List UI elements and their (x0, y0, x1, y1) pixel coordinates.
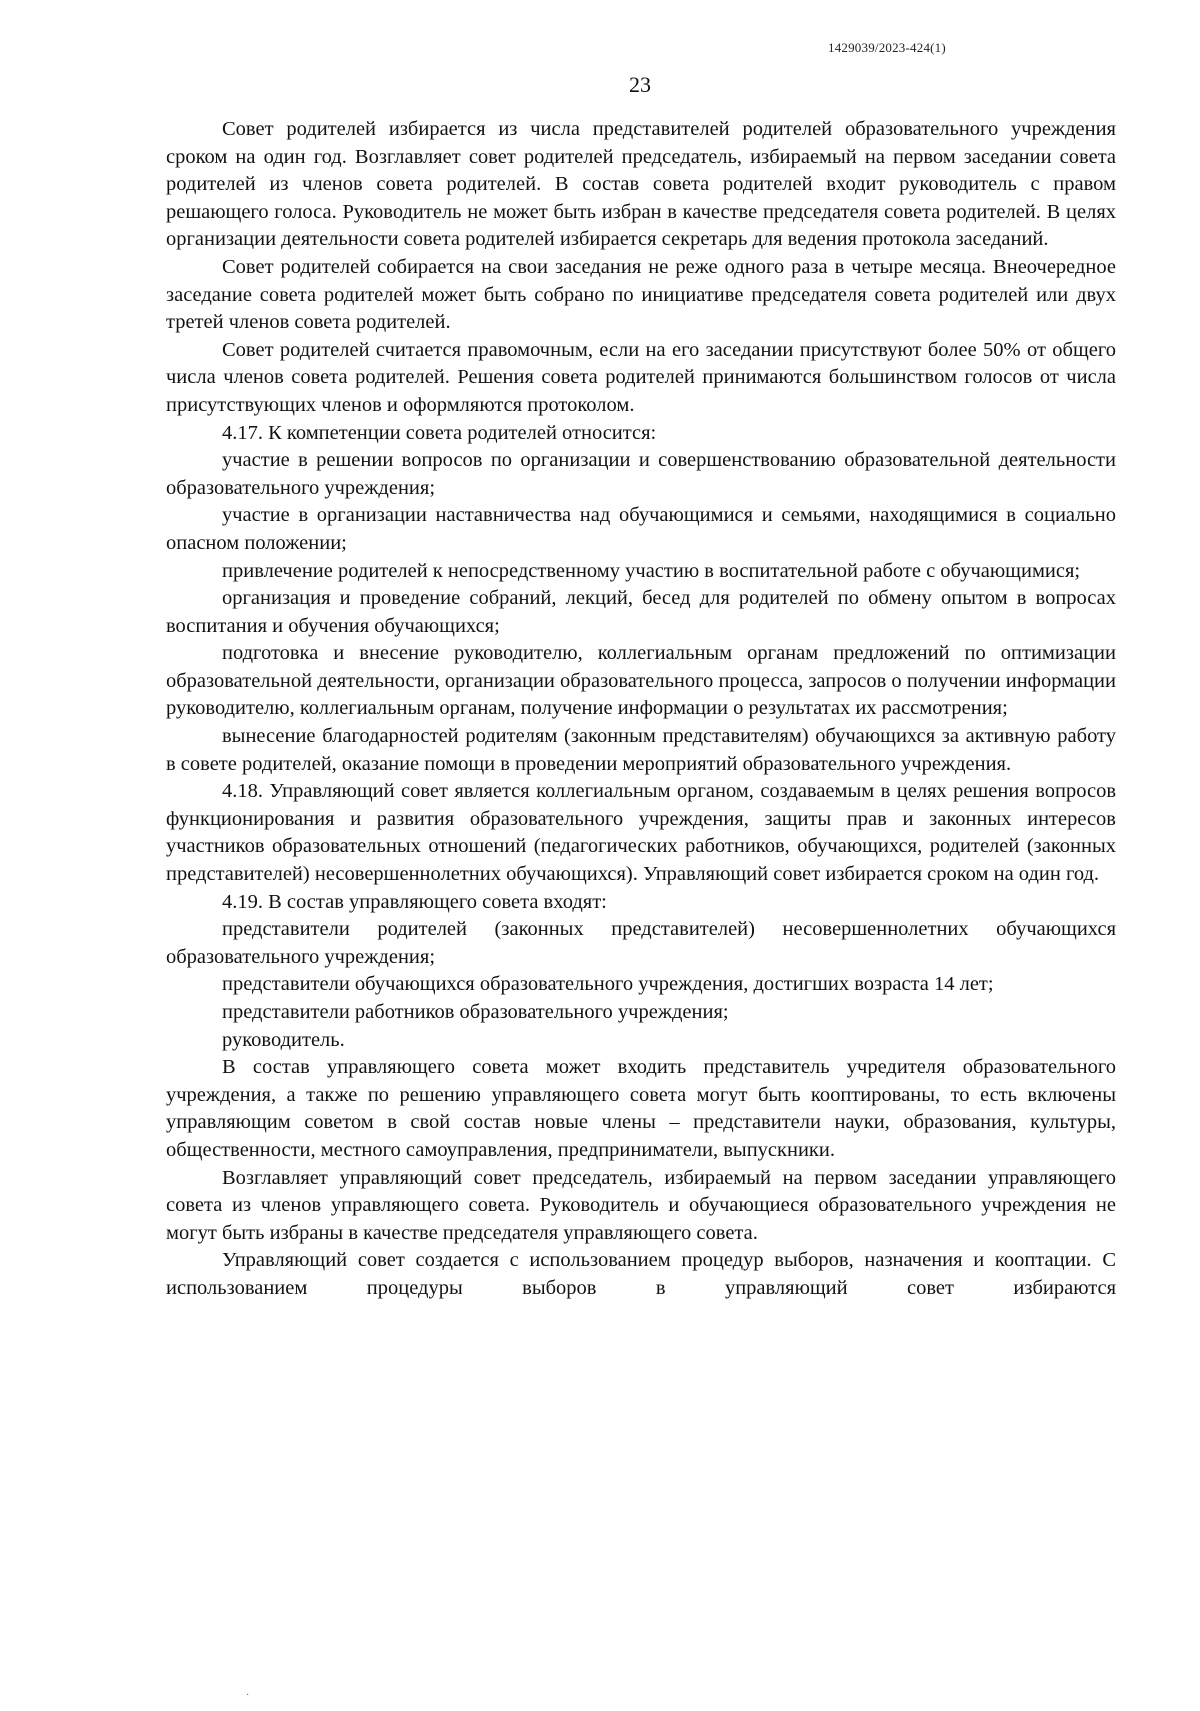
paragraph: В состав управляющего совета может входить представитель учредителя образовательного учреждения, а также по решению управляющего совета могут быть кооптированы, то есть включены управляющим советом в свой состав новые члены – представители науки, образования, культуры, общественности, местного самоуправления, предприниматели, выпускники. (166, 1056, 1116, 1161)
scan-artifact: · (246, 1690, 250, 1701)
list-item: подготовка и внесение руководителю, коллегиальным органам предложений по оптимизации образовательной деятельности, организации образовательного процесса, запросов о получении информации руководителю, коллегиальным органам, получение информации о результатах их рассмотрения; (166, 642, 1116, 720)
list-item: организация и проведение собраний, лекций, бесед для родителей по обмену опытом в вопросах воспитания и обучения обучающихся; (166, 587, 1116, 637)
paragraph: Совет родителей считается правомочным, если на его заседании присутствуют более 50% от общего числа членов совета родителей. Решения совета родителей принимаются большинством голосов от числа присутствующих членов и оформляются протоколом. (166, 338, 1116, 416)
list-item: руководитель. (222, 1028, 345, 1051)
list-item: участие в решении вопросов по организации и совершенствованию образовательной деятельности образовательного учреждения; (166, 449, 1116, 499)
paragraph-4-18: 4.18. Управляющий совет является коллегиальным органом, создаваемым в целях решения вопросов функционирования и развития образовательного учреждения, защиты прав и законных интересов участников образовательных отношений (педагогических работников, обучающихся, родителей (законных представителей) несовершеннолетних обучающихся). Управляющий совет избирается сроком на один год. (166, 780, 1116, 886)
list-item: участие в организации наставничества над обучающимися и семьями, находящимися в социально опасном положении; (166, 504, 1116, 554)
list-item: представители обучающихся образовательного учреждения, достигших возраста 14 лет; (222, 973, 994, 996)
page-number: 23 (629, 72, 651, 97)
paragraph: Совет родителей собирается на свои заседания не реже одного раза в четыре месяца. Внеочередное заседание совета родителей может быть собрано по инициативе председателя совета родителей или двух третей членов совета родителей. (166, 255, 1116, 334)
list-item: привлечение родителей к непосредственному участию в воспитательной работе с обучающимися; (222, 559, 1081, 582)
list-item: представители родителей (законных представителей) несовершеннолетних обучающихся образовательного учреждения; (166, 918, 1116, 968)
paragraph: Управляющий совет создается с использованием процедур выборов, назначения и кооптации. С использованием процедуры выборов в управляющий совет избираются (166, 1249, 1116, 1299)
section-heading-4-17: 4.17. К компетенции совета родителей относится: (222, 421, 657, 444)
list-item: вынесение благодарностей родителям (законным представителям) обучающихся за активную работу в совете родителей, оказание помощи в проведении мероприятий образовательного учреждения. (166, 725, 1116, 775)
paragraph: Возглавляет управляющий совет председатель, избираемый на первом заседании управляющего совета из членов управляющего совета. Руководитель и обучающиеся образовательного учреждения не могут быть избраны в качестве председателя управляющего совета. (166, 1166, 1116, 1244)
document-id: 1429039/2023-424(1) (828, 40, 946, 55)
section-heading-4-19: 4.19. В состав управляющего совета входят: (222, 890, 607, 913)
document-body (166, 116, 1116, 1303)
list-item: представители работников образовательного учреждения; (222, 1001, 729, 1023)
paragraph: Совет родителей избирается из числа представителей родителей образовательного учреждения сроком на один год. Возглавляет совет родителей председатель, избираемый на первом заседании совета родителей из членов совета родителей. В состав совета родителей входит руководитель с правом решающего голоса. Руководитель не может быть избран в качестве председателя совета родителей. В целях организации деятельности совета родителей избирается секретарь для ведения протокола заседаний. (166, 118, 1116, 251)
